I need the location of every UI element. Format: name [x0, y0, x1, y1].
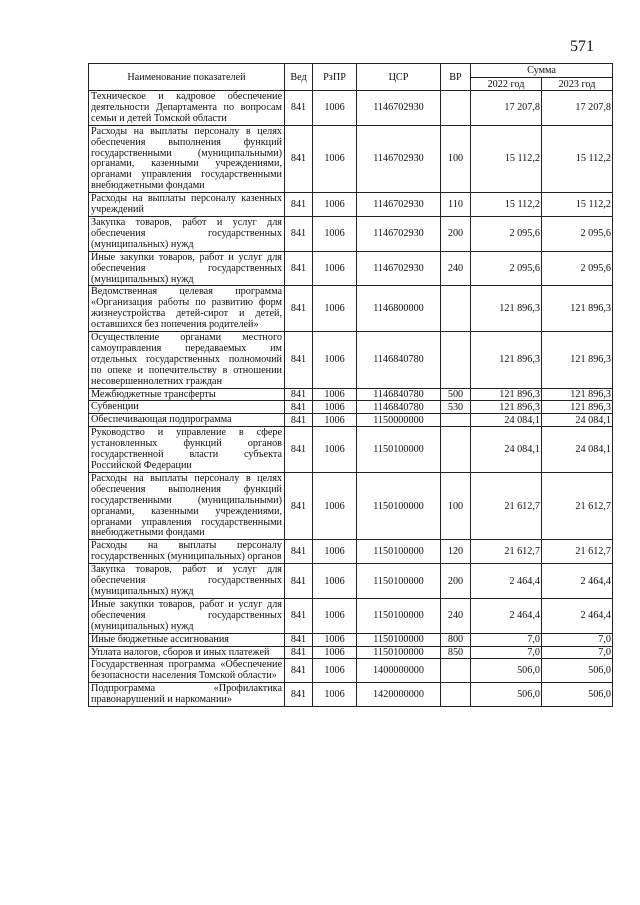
row-sum-2023: 24 084,1 — [542, 414, 613, 427]
row-name: Иные бюджетные ассигнования — [89, 633, 285, 646]
row-csr: 1150100000 — [357, 540, 441, 564]
row-sum-2023: 2 095,6 — [542, 251, 613, 286]
row-name: Обеспечивающая подпрограмма — [89, 414, 285, 427]
row-sum-2023: 121 896,3 — [542, 286, 613, 332]
table-row — [89, 564, 613, 599]
header-vr: ВР — [441, 64, 471, 91]
row-vr: 530 — [441, 401, 471, 414]
row-vr — [441, 91, 471, 126]
row-csr: 1146702930 — [357, 251, 441, 286]
row-rzpr: 1006 — [313, 401, 357, 414]
table-header — [89, 64, 613, 91]
row-sum-2023: 121 896,3 — [542, 332, 613, 389]
row-name: Техническое и кадровое обеспечение деятельности Департамента по вопросам семьи и детей Томской области — [89, 91, 285, 126]
row-rzpr: 1006 — [313, 472, 357, 539]
row-ved: 841 — [285, 646, 313, 659]
row-name: Государственная программа «Обеспечение безопасности населения Томской области» — [89, 659, 285, 683]
table-row — [89, 388, 613, 401]
row-sum-2022: 121 896,3 — [471, 388, 542, 401]
row-ved: 841 — [285, 332, 313, 389]
row-name: Межбюджетные трансферты — [89, 388, 285, 401]
table-row — [89, 598, 613, 633]
row-rzpr: 1006 — [313, 251, 357, 286]
row-name: Уплата налогов, сборов и иных платежей — [89, 646, 285, 659]
row-csr: 1146840780 — [357, 401, 441, 414]
row-csr: 1146702930 — [357, 193, 441, 217]
row-sum-2022: 17 207,8 — [471, 91, 542, 126]
table-row — [89, 401, 613, 414]
row-csr: 1150000000 — [357, 414, 441, 427]
row-csr: 1146840780 — [357, 388, 441, 401]
row-name: Закупка товаров, работ и услуг для обеспечения государственных (муниципальных) нужд — [89, 564, 285, 599]
row-csr: 1400000000 — [357, 659, 441, 683]
row-sum-2023: 15 112,2 — [542, 125, 613, 192]
row-sum-2022: 21 612,7 — [471, 472, 542, 539]
row-sum-2022: 2 464,4 — [471, 564, 542, 599]
row-csr: 1146702930 — [357, 125, 441, 192]
row-rzpr: 1006 — [313, 193, 357, 217]
row-ved: 841 — [285, 125, 313, 192]
row-name: Подпрограмма «Профилактика правонарушений и наркомании» — [89, 683, 285, 707]
row-name: Расходы на выплаты персоналу в целях обеспечения выполнения функций государственными (муниципальными) органами, казенными учреждениями, органами управления государственными внебюджетными фондами — [89, 472, 285, 539]
row-sum-2022: 506,0 — [471, 659, 542, 683]
row-sum-2023: 17 207,8 — [542, 91, 613, 126]
row-name: Руководство и управление в сфере установленных функций органов государственной власти субъекта Российской Федерации — [89, 427, 285, 473]
row-rzpr: 1006 — [313, 414, 357, 427]
row-sum-2022: 15 112,2 — [471, 125, 542, 192]
page-number: 571 — [570, 38, 594, 55]
row-vr: 100 — [441, 472, 471, 539]
row-sum-2023: 21 612,7 — [542, 472, 613, 539]
row-ved: 841 — [285, 91, 313, 126]
row-name: Иные закупки товаров, работ и услуг для обеспечения государственных (муниципальных) нужд — [89, 598, 285, 633]
row-sum-2023: 15 112,2 — [542, 193, 613, 217]
row-csr: 1150100000 — [357, 598, 441, 633]
row-ved: 841 — [285, 659, 313, 683]
table-row — [89, 91, 613, 126]
row-rzpr: 1006 — [313, 633, 357, 646]
table-row — [89, 472, 613, 539]
row-ved: 841 — [285, 401, 313, 414]
row-name: Субвенции — [89, 401, 285, 414]
row-sum-2022: 121 896,3 — [471, 286, 542, 332]
row-name: Расходы на выплаты персоналу государственных (муниципальных) органов — [89, 540, 285, 564]
table-row — [89, 659, 613, 683]
row-sum-2022: 2 095,6 — [471, 216, 542, 251]
table-body — [89, 91, 613, 707]
row-sum-2023: 2 464,4 — [542, 598, 613, 633]
row-sum-2023: 506,0 — [542, 683, 613, 707]
row-sum-2022: 121 896,3 — [471, 332, 542, 389]
row-name: Закупка товаров, работ и услуг для обеспечения государственных (муниципальных) нужд — [89, 216, 285, 251]
row-ved: 841 — [285, 472, 313, 539]
row-sum-2022: 7,0 — [471, 633, 542, 646]
row-sum-2023: 2 095,6 — [542, 216, 613, 251]
row-csr: 1146840780 — [357, 332, 441, 389]
row-rzpr: 1006 — [313, 646, 357, 659]
table-row — [89, 193, 613, 217]
table-row — [89, 125, 613, 192]
row-vr — [441, 659, 471, 683]
row-vr — [441, 427, 471, 473]
header-rzpr: РзПР — [313, 64, 357, 91]
row-sum-2022: 21 612,7 — [471, 540, 542, 564]
table-row — [89, 251, 613, 286]
row-sum-2022: 2 095,6 — [471, 251, 542, 286]
row-vr: 200 — [441, 216, 471, 251]
row-vr — [441, 286, 471, 332]
row-rzpr: 1006 — [313, 564, 357, 599]
row-sum-2023: 121 896,3 — [542, 388, 613, 401]
row-rzpr: 1006 — [313, 598, 357, 633]
row-csr: 1146800000 — [357, 286, 441, 332]
row-ved: 841 — [285, 683, 313, 707]
row-name: Расходы на выплаты персоналу в целях обеспечения выполнения функций государственными (муниципальными) органами, казенными учреждениями, органами управления государственными внебюджетными фондами — [89, 125, 285, 192]
row-sum-2023: 24 084,1 — [542, 427, 613, 473]
row-rzpr: 1006 — [313, 540, 357, 564]
row-vr: 110 — [441, 193, 471, 217]
row-vr — [441, 414, 471, 427]
row-rzpr: 1006 — [313, 332, 357, 389]
row-ved: 841 — [285, 388, 313, 401]
row-vr: 850 — [441, 646, 471, 659]
row-ved: 841 — [285, 414, 313, 427]
row-ved: 841 — [285, 427, 313, 473]
row-ved: 841 — [285, 216, 313, 251]
table-row — [89, 286, 613, 332]
row-ved: 841 — [285, 564, 313, 599]
row-sum-2023: 2 464,4 — [542, 564, 613, 599]
table-row — [89, 216, 613, 251]
row-rzpr: 1006 — [313, 683, 357, 707]
header-year-2022: 2022 год — [471, 78, 542, 91]
row-ved: 841 — [285, 540, 313, 564]
row-sum-2022: 15 112,2 — [471, 193, 542, 217]
row-vr: 200 — [441, 564, 471, 599]
header-ved: Вед — [285, 64, 313, 91]
table-row — [89, 683, 613, 707]
row-csr: 1146702930 — [357, 91, 441, 126]
row-sum-2023: 7,0 — [542, 646, 613, 659]
header-name: Наименование показателей — [89, 64, 285, 91]
row-rzpr: 1006 — [313, 91, 357, 126]
header-year-2023: 2023 год — [542, 78, 613, 91]
row-csr: 1150100000 — [357, 427, 441, 473]
table-row — [89, 427, 613, 473]
row-sum-2022: 24 084,1 — [471, 427, 542, 473]
table-row — [89, 540, 613, 564]
table-row — [89, 414, 613, 427]
row-sum-2023: 21 612,7 — [542, 540, 613, 564]
header-sum: Сумма — [471, 64, 613, 78]
row-rzpr: 1006 — [313, 659, 357, 683]
row-vr: 800 — [441, 633, 471, 646]
row-sum-2022: 506,0 — [471, 683, 542, 707]
table-row — [89, 332, 613, 389]
row-rzpr: 1006 — [313, 388, 357, 401]
row-sum-2023: 121 896,3 — [542, 401, 613, 414]
row-ved: 841 — [285, 193, 313, 217]
row-name: Ведомственная целевая программа «Организация работы по развитию форм жизнеустройства детей-сирот и детей, оставшихся без попечения родителей» — [89, 286, 285, 332]
row-sum-2022: 121 896,3 — [471, 401, 542, 414]
row-ved: 841 — [285, 286, 313, 332]
row-vr: 100 — [441, 125, 471, 192]
row-rzpr: 1006 — [313, 427, 357, 473]
row-ved: 841 — [285, 598, 313, 633]
row-vr: 240 — [441, 598, 471, 633]
row-vr: 240 — [441, 251, 471, 286]
row-sum-2023: 7,0 — [542, 633, 613, 646]
row-sum-2022: 7,0 — [471, 646, 542, 659]
row-csr: 1150100000 — [357, 472, 441, 539]
row-csr: 1146702930 — [357, 216, 441, 251]
row-sum-2022: 24 084,1 — [471, 414, 542, 427]
row-vr: 120 — [441, 540, 471, 564]
row-sum-2023: 506,0 — [542, 659, 613, 683]
row-csr: 1150100000 — [357, 564, 441, 599]
row-csr: 1420000000 — [357, 683, 441, 707]
row-ved: 841 — [285, 633, 313, 646]
row-rzpr: 1006 — [313, 125, 357, 192]
row-name: Осуществление органами местного самоуправления передаваемых им отдельных государственных полномочий по опеке и попечительству в отношении несовершеннолетних граждан — [89, 332, 285, 389]
row-vr — [441, 332, 471, 389]
row-sum-2022: 2 464,4 — [471, 598, 542, 633]
row-rzpr: 1006 — [313, 286, 357, 332]
table-row — [89, 633, 613, 646]
row-vr: 500 — [441, 388, 471, 401]
row-rzpr: 1006 — [313, 216, 357, 251]
row-vr — [441, 683, 471, 707]
row-name: Иные закупки товаров, работ и услуг для обеспечения государственных (муниципальных) нужд — [89, 251, 285, 286]
row-csr: 1150100000 — [357, 646, 441, 659]
row-name: Расходы на выплаты персоналу казенных учреждений — [89, 193, 285, 217]
budget-table — [88, 63, 613, 707]
table-row — [89, 646, 613, 659]
header-csr: ЦСР — [357, 64, 441, 91]
row-csr: 1150100000 — [357, 633, 441, 646]
row-ved: 841 — [285, 251, 313, 286]
